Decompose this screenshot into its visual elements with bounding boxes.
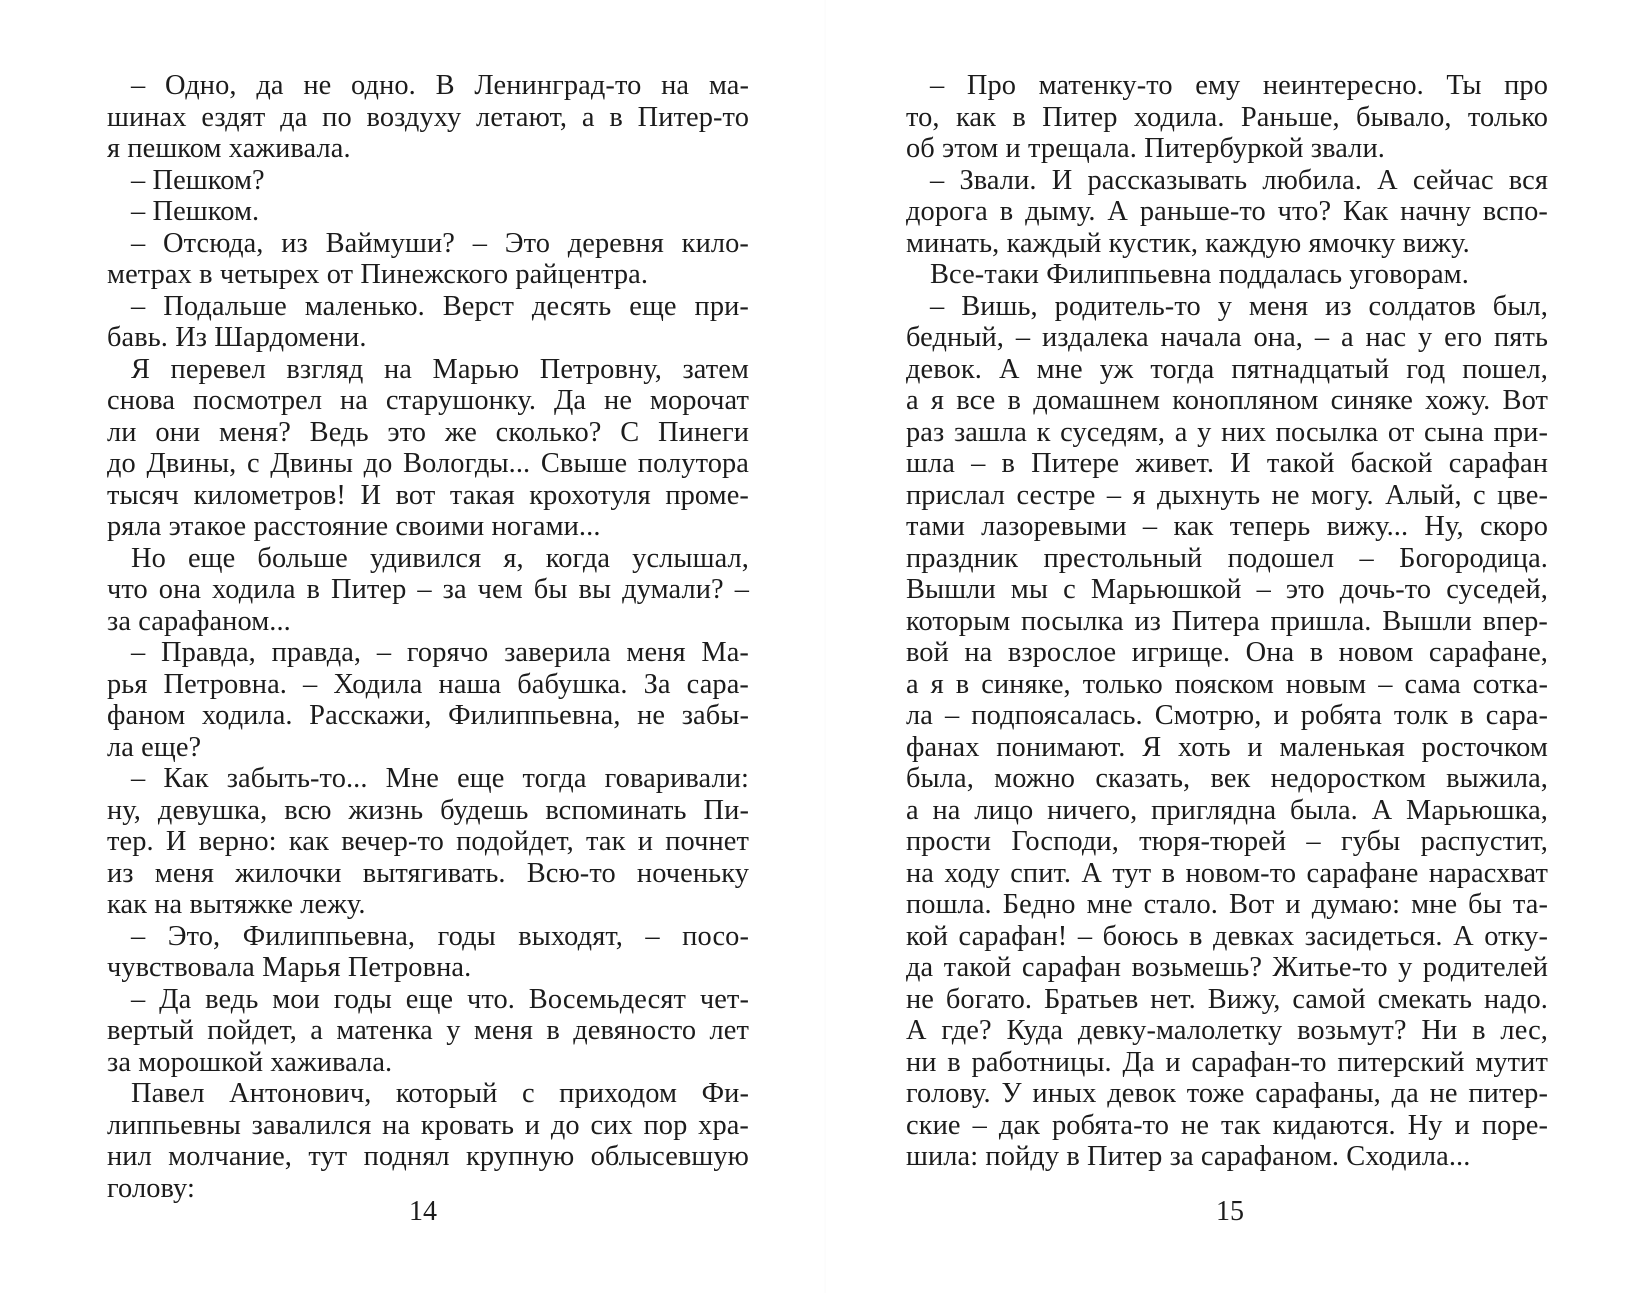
text-line: прислал сестре – я дыхнуть не могу. Алый, с цве-: [906, 479, 1548, 511]
text-line: как на вытяжке лежу.: [107, 889, 366, 920]
text-line: голову:: [107, 1172, 195, 1204]
left-page-text: [107, 70, 749, 1204]
text-line: до Двины, с Двины до Вологды... Свыше полутора: [107, 448, 749, 479]
text-line: ряла этакое расстояние своими ногами...: [107, 511, 601, 542]
text-line: – Это, Филиппьевна, годы выходят, – посо-: [131, 920, 749, 952]
text-line: нил молчание, тут поднял крупную облысевшую: [107, 1141, 749, 1172]
text-line: ни в работницы. Да и сарафан-то питерский мутит: [906, 1046, 1548, 1078]
text-line: дорога в дыму. А раньше-то что? Как начну вспо-: [906, 196, 1548, 227]
text-line: кой сарафан! – боюсь в девках засидеться. А отку-: [906, 920, 1548, 952]
text-line: бедный, – издалека начала она, – а нас у его пять: [906, 322, 1548, 353]
text-line: а я все в домашнем конопляном синяке хожу. Вот: [906, 385, 1548, 416]
text-line: – Про матенку-то ему неинтересно. Ты про: [930, 70, 1548, 101]
text-line: из меня жилочки вытягивать. Всю-то ноченьку: [107, 857, 749, 889]
text-line: чувствовала Марья Петровна.: [107, 952, 472, 983]
text-line: Я перевел взгляд на Марью Петровну, затем: [131, 353, 749, 385]
text-line: – Звали. И рассказывать любила. А сейчас вся: [930, 164, 1548, 196]
text-line: ли они меня? Ведь это же сколько? С Пинеги: [107, 416, 749, 448]
text-line: ла еще?: [107, 731, 202, 763]
text-line: – Пешком.: [131, 196, 260, 227]
text-line: тысяч километров! И вот такая крохотуля проме-: [107, 479, 749, 511]
text-line: Павел Антонович, который с приходом Фи-: [131, 1078, 749, 1109]
text-line: голову. У иных девок тоже сарафаны, да не питер-: [906, 1078, 1548, 1109]
text-line: бавь. Из Шардомени.: [107, 322, 367, 353]
text-line: – Вишь, родитель-то у меня из солдатов был,: [930, 290, 1548, 322]
text-line: – Как забыть-то... Мне еще тогда говаривали:: [131, 763, 749, 794]
right-page: [906, 70, 1548, 1172]
text-line: тами лазоревыми – как теперь вижу... Ну, скоро: [906, 511, 1548, 542]
text-line: об этом и трещала. Питербуркой звали.: [906, 133, 1385, 164]
text-line: то, как в Питер ходила. Раньше, бывало, только: [906, 101, 1548, 133]
text-line: прости Господи, тюря-тюрей – губы распустит,: [906, 826, 1548, 857]
text-line: шла – в Питере живет. И такой баской сарафан: [906, 448, 1548, 479]
text-line: за сарафаном...: [107, 605, 291, 637]
text-line: – Одно, да не одно. В Ленинград-то на ма-: [131, 70, 749, 101]
text-line: на ходу спит. А тут в новом-то сарафане нарасхват: [906, 857, 1548, 889]
right-page-number: 15: [1216, 1196, 1244, 1227]
text-line: Вышли мы с Марьюшкой – это дочь-то суседей,: [906, 574, 1548, 605]
text-line: я пешком хаживала.: [107, 133, 351, 164]
text-line: фанах понимают. Я хоть и маленькая росточком: [906, 731, 1548, 763]
text-line: а на лицо ничего, приглядна была. А Марьюшка,: [906, 794, 1548, 826]
left-page: [107, 70, 749, 1204]
text-line: ские – дак робята-то не так кидаются. Ну и поре-: [906, 1109, 1548, 1141]
text-line: что она ходила в Питер – за чем бы вы думали? –: [107, 574, 749, 605]
text-line: – Пешком?: [131, 164, 265, 196]
text-line: да такой сарафан возьмешь? Житье-то у родителей: [906, 952, 1548, 983]
text-line: – Да ведь мои годы еще что. Восемьдесят чет-: [131, 983, 749, 1015]
text-line: Все-таки Филиппьевна поддалась уговорам.: [930, 259, 1469, 290]
text-line: ла – подпоясалась. Смотрю, и робята толк в сара-: [906, 700, 1548, 731]
text-line: – Отсюда, из Ваймуши? – Это деревня кило-: [131, 227, 749, 259]
text-line: шила: пойду в Питер за сарафаном. Сходила...: [906, 1141, 1471, 1172]
text-line: девок. А мне уж тогда пятнадцатый год пошел,: [906, 353, 1548, 385]
right-page-text: [906, 70, 1548, 1172]
text-line: раз зашла к суседям, а у них посылка от сына при-: [906, 416, 1548, 448]
text-line: не богато. Братьев нет. Вижу, самой смекать надо.: [906, 983, 1548, 1015]
book-gutter: [824, 0, 826, 1293]
text-line: снова посмотрел на старушонку. Да не морочат: [107, 385, 749, 416]
text-line: – Правда, правда, – горячо заверила меня Ма-: [131, 637, 749, 668]
text-line: праздник престольный подошел – Богородица.: [906, 542, 1548, 574]
text-line: Но еще больше удивился я, когда услышал,: [131, 542, 749, 574]
text-line: за морошкой хаживала.: [107, 1046, 393, 1078]
text-line: фаном ходила. Расскажи, Филиппьевна, не забы-: [107, 700, 749, 731]
text-line: была, можно сказать, век недоростком выжила,: [906, 763, 1548, 794]
text-line: вертый пойдет, а матенка у меня в девяносто лет: [107, 1015, 749, 1046]
text-line: тер. И верно: как вечер-то подойдет, так и почнет: [107, 826, 749, 857]
text-line: метрах в четырех от Пинежского райцентра.: [107, 259, 649, 290]
text-line: шинах ездят да по воздуху летают, а в Питер-то: [107, 101, 749, 133]
text-line: пошла. Бедно мне стало. Вот и думаю: мне бы та-: [906, 889, 1548, 920]
text-line: которым посылка из Питера пришла. Вышли впер-: [906, 605, 1548, 637]
text-line: а я в синяке, только пояском новым – сама соткa-: [906, 668, 1548, 700]
text-line: рья Петровна. – Ходила наша бабушка. За сара-: [107, 668, 749, 700]
text-line: А где? Куда девку-малолетку возьмут? Ни в лес,: [906, 1015, 1548, 1046]
left-page-number: 14: [409, 1196, 437, 1227]
text-line: вой на взрослое игрище. Она в новом сарафане,: [906, 637, 1548, 668]
text-line: – Подальше маленько. Верст десять еще при-: [131, 290, 749, 322]
text-line: минать, каждый кустик, каждую ямочку вижу.: [906, 227, 1470, 259]
text-line: липпьевны завалился на кровать и до сих пор хра-: [107, 1109, 749, 1141]
text-line: ну, девушка, всю жизнь будешь вспоминать Пи-: [107, 794, 749, 826]
